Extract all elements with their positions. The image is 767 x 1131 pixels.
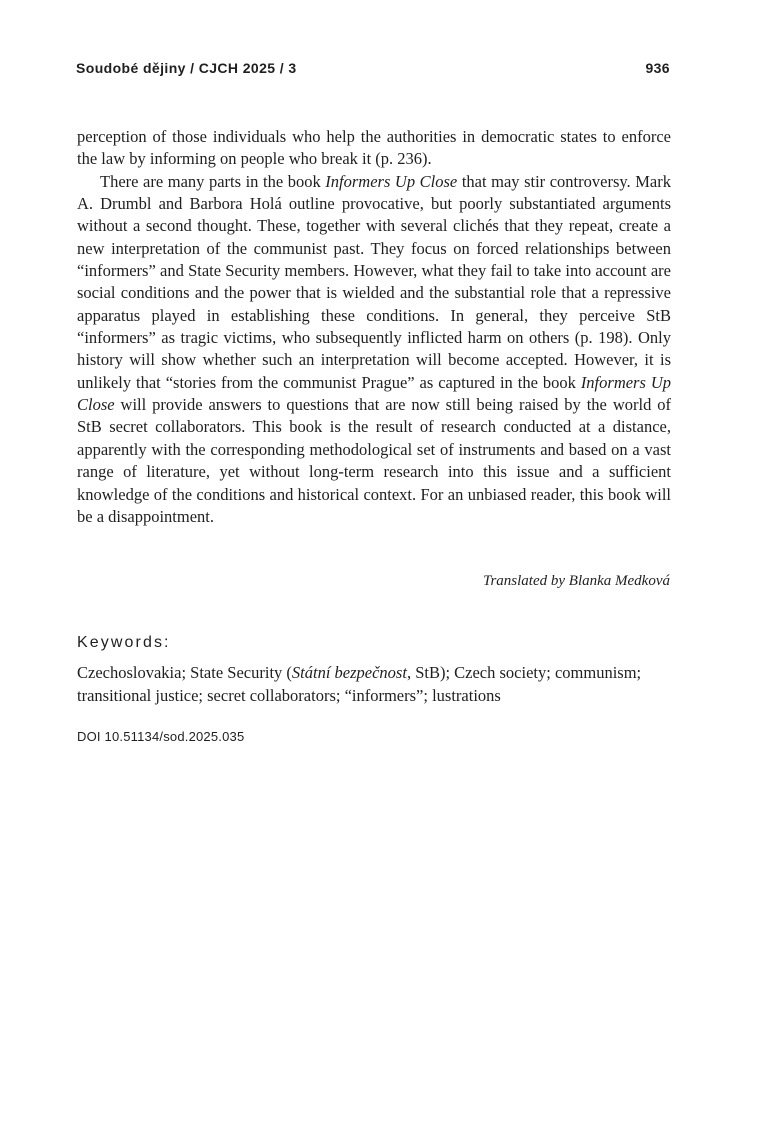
keywords-list xyxy=(77,662,677,707)
paragraph-text: that may stir controversy. Mark A. Drumbl and Barbora Holá outline provocative, but poorly substantiated arguments without a second thought. These, together with several clichés that they repeat, create a new interpretation of the communist past. They focus on forced relationships between “informers” and State Security members. However, what they fail to take into account are social conditions and the power that is wielded and the substantial role that a repressive apparatus played in establishing these conditions. In general, they perceive StB “informers” as tragic victims, who subsequently inflicted harm on others (p. 198). Only history will show whether such an interpretation will become accepted. However, it is unlikely that “stories from the communist Prague” as captured in the book xyxy=(77,171,671,392)
paragraph-text: There are many parts in the book xyxy=(100,171,326,191)
running-header xyxy=(76,60,670,80)
doi: DOI 10.51134/sod.2025.035 xyxy=(77,729,245,744)
keywords-text: , StB); Czech society; communism; transitional justice; secret collaborators; “informers”; lustrations xyxy=(77,663,642,705)
keywords-heading: Keywords: xyxy=(77,634,171,651)
page-number: 936 xyxy=(645,60,670,76)
article-body xyxy=(77,126,671,528)
paragraph-continued: perception of those individuals who help the authorities in democratic states to enforce the law by informing on people who break it (p. 236). xyxy=(77,127,671,169)
keywords-italic: Státní bezpečnost xyxy=(291,663,407,682)
paragraph-conclusion xyxy=(77,171,671,529)
book-title: Informers Up Close xyxy=(77,372,672,415)
translator-credit: Translated by Blanka Medková xyxy=(482,573,670,589)
keywords-text: Czechoslovakia; State Security ( xyxy=(77,663,292,682)
paragraph-text: will provide answers to questions that are now still being raised by the world of StB secret collaborators. This book is the result of research conducted at a distance, apparently with the corresponding methodological set of instruments and based on a vast range of literature, yet without long-term research into this issue and a sufficient knowledge of the conditions and historical context. For an unbiased reader, this book will be a disappointment. xyxy=(77,395,671,526)
journal-title: Soudobé dějiny / CJCH 2025 / 3 xyxy=(76,60,297,76)
book-title: Informers Up Close xyxy=(325,171,458,191)
